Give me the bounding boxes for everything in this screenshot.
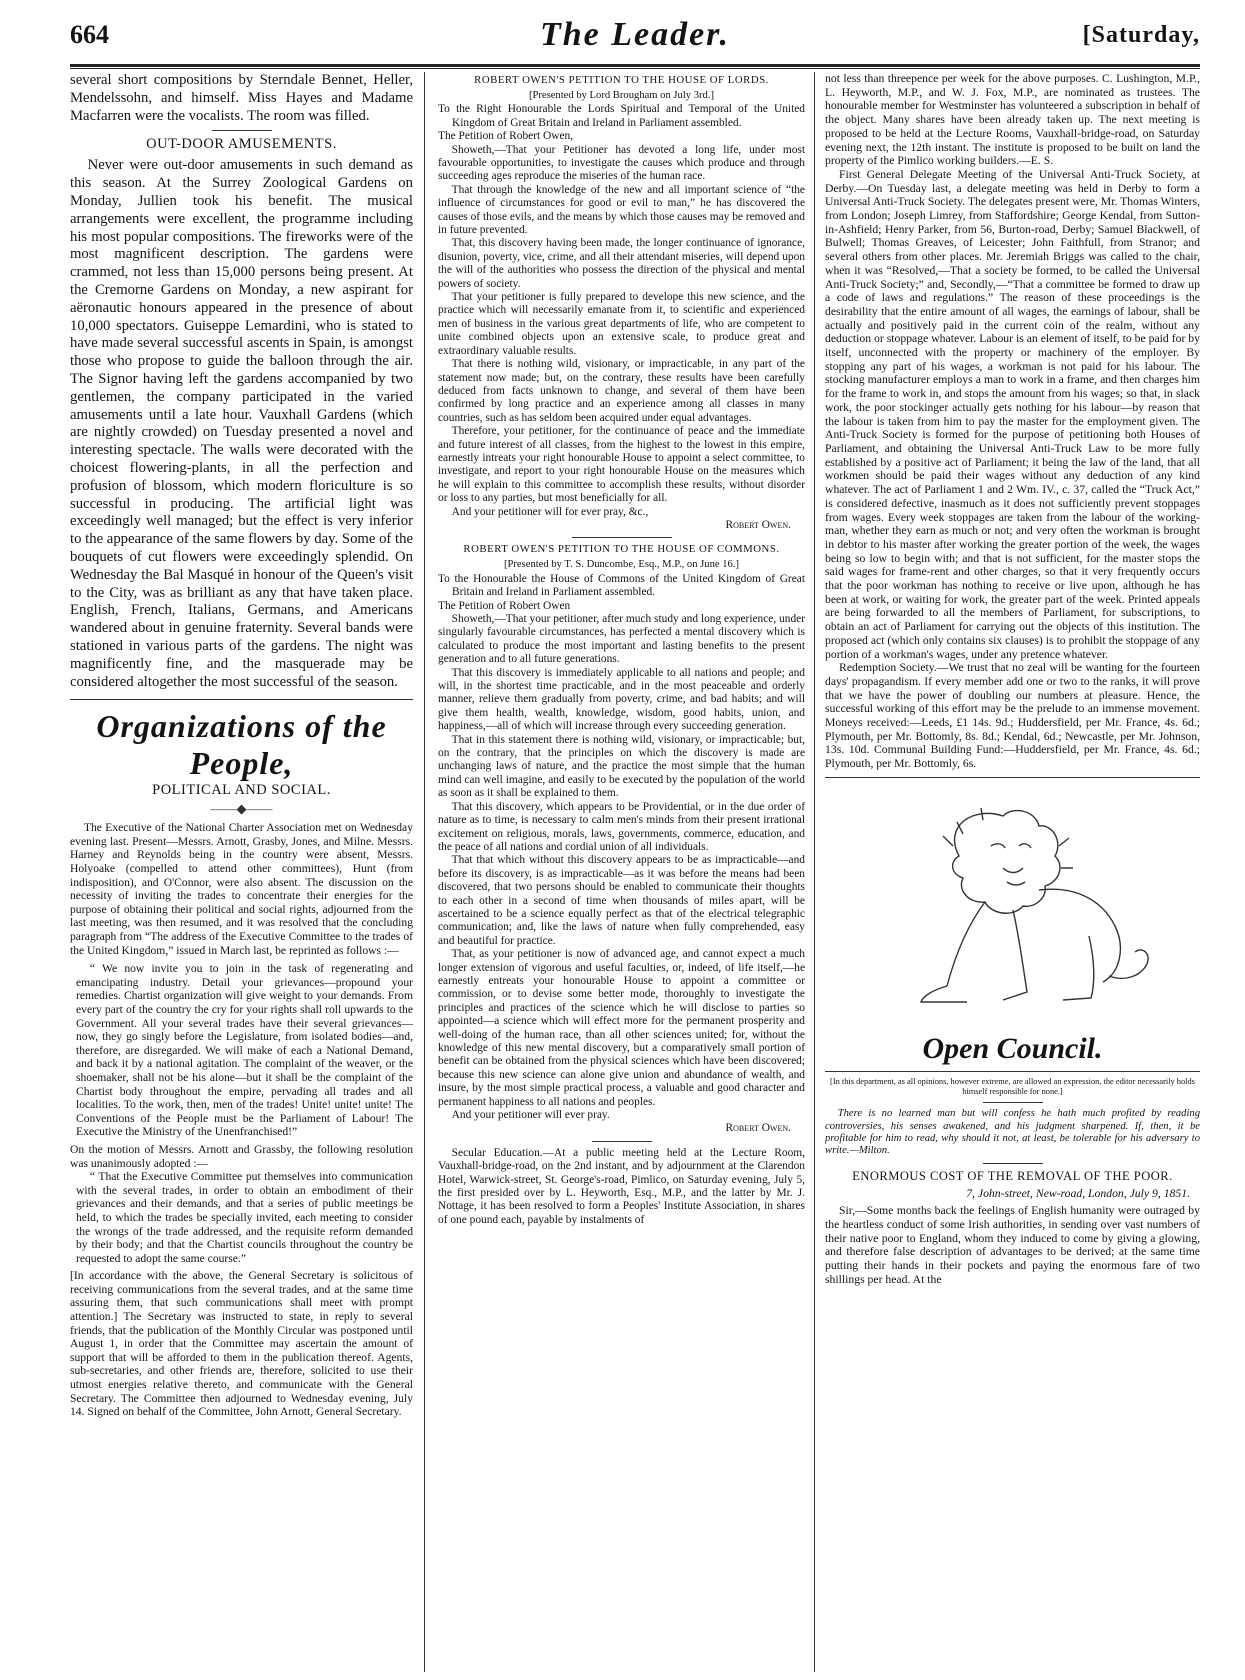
outdoor-article: Never were out-door amusements in such demand as this season. At the Surrey Zoological Gardens on Monday, Jullien took his benefit. The musical arrangements were excellent, the programme including his most popular compositions. The fireworks were of the most magnificent description. The gardens were crammed, not less than 15,000 persons being present. At the Cremorne Gardens on Monday, a new aspirant for aëronautic honours appeared in the presence of about 10,000 spectators. Guiseppe Lemardini, who is stated to have made several successful ascents in Spain, is amongst those who propose to guide the balloon through the air. The Signor having left the gardens accompanied by two gentlemen, the company participated in the varied amusements until a late hour. Vauxhall Gardens (which are nightly crowded) on Tuesday presented a novel and interesting spectacle. The walls were decorated with the choicest flowering-plants, in all the perfection and profusion of blossom, which modern floriculture is so successful in producing. The artificial light was exceedingly well managed; but the effect is very inferior to the appearance of the same flowers by day. Some of the bouquets of cut flowers were exceedingly splendid. On Wednesday the Bal Masqué in honour of the Queen's visit to the City, was as brilliant as any that have taken place. English, French, Italians, Germans, and Americans wandered about in genuine fraternity. Several bands were stationed in various parts of the gardens. The night was magnificently fine, and the masquerade may be considered altogether the most successful of the season. xyxy=(70,157,413,690)
outdoor-heading: OUT-DOOR AMUSEMENTS. xyxy=(146,136,337,153)
anti-truck-paragraph: First General Delegate Meeting of the Universal Anti-Truck Society, at Derby.—On Tuesday last, a delegate meeting was held in Derby to form a Universal Anti-Truck Society. The delegates present were, Mr. Thomas Winters, from London; Joseph Limrey, from Staffordshire; George Kendal, from Sutton-in-Ashfield; Henry Parker, from 56, Burton-road, Derby; Samuel Blackwell, of Bulwell; Thomas Greaves, of Leicester; John Faithfull, from Stranor; and several others from other places. Mr. Jeremiah Briggs was called to the chair, when it was “Resolved,—That a society be formed, to be called the Universal Anti-Truck Society;” and, Secondly,—“That a committee be formed to draw up a code of laws and regulations.” The reason of these proceedings is the desirability that the entire amount of all wages, the earnings of labour, shall be actually and positively paid in the current coin of the realm, without any deduction or stoppage whatever. Labour is an element of itself, to be paid for by itself, unconnected with the property or machinery of the employer. By stopping any part of his wages, a workman is not paid for his labour. The stocking manufacturer employs a man to work in a frame, and then charges him for the frame to work in, and stops the amount from his wages; so that, in slack work, the poor stockinger actually gets nothing for his labour—by reason that the labour is taken from him to pay the master for the employment given. The Anti-Truck Society is formed for the purpose of petitioning both Houses of Parliament, and obtaining the Universal Anti-Truck Law to be more fully established by a positive act of Parliament; it being the law of the land, that all workmen should be paid their wages without any deduction of any kind whatever. The act of Parliament 1 and 2 Wm. IV., c. 37, called the “Truck Act,” is considered defective, inasmuch as it does not sufficiently prevent stoppages from wages. Every week stoppages are taken from the labour of the working-man, whether they earn as much or not; and very often the workman is brought in debtor to his master after working the greater portion of the week, the wages being so low to begin with; and that is not sufficient, for the master stops the said wages for frame-rent and other charges, so that it very frequently occurs that the poor workman has nothing to receive or live upon, although he has been at work, or waiting for work, the greater part of the week. Printed appeals are being forwarded to all the members of Parliament, for subscriptions, to obtain an act of Parliament for carrying out the objects of this institution. The proposed act (which only contains six clauses) is to prohibit the stoppage of any portion of a workman's wages, under any pretence whatever. xyxy=(825,167,1200,661)
letter-body: Sir,—Some months back the feelings of English humanity were outraged by the heartless conduct of some Irish authorities, in sending over vast numbers of their native poor to England, whom they induced to come by giving a glowing, and therefore false description of advantages to be derived; at the same time putting their hands in their pockets and paying the enormous fare of two shillings per head. At the xyxy=(825,1204,1200,1286)
section-rule xyxy=(825,777,1200,778)
lords-petition-paragraph: That, this discovery having been made, the longer continuance of ignorance, disunion, poverty, vice, crime, and all their attendant miseries, will depend upon the will of the authorities who possess the direction of the physical and mental powers of society. xyxy=(438,237,805,290)
newspaper-title: The Leader. xyxy=(539,16,731,53)
editorial-disclaimer: [In this department, as all opinions, however extreme, are allowed an expression, the editor necessarily holds himself responsible for none.] xyxy=(830,1076,1195,1097)
commons-petition-paragraph: That that which without this discovery appears to be as impracticable—and before its discovery, is as impracticable—as it was before the means had been discovered, that two persons should be enabled to communicate their thoughts to each other in a second of time when thousands of miles apart, will be ascertained to be a science equally perfect as that of the electrical telegraphic communication; and, like the laws of nature when fully comprehended, easy and beautiful for practice. xyxy=(438,854,805,947)
commons-petition-paragraph: That this discovery is immediately applicable to all nations and people; and will, in the shortest time practicable, and in the most peaceable and orderly manner, relieve them gradually from poverty, crime, and bad habits; and will give them health, wealth, knowledge, wisdom, good habits, union, and happiness,—all of which will increase through every succeeding generation. xyxy=(438,666,805,733)
divider xyxy=(592,1141,652,1142)
divider xyxy=(983,1163,1043,1164)
secretary-notice: [In accordance with the above, the General Secretary is solicitous of receiving communications from the several trades, and at the same time assuring them, that such communications shall meet with prompt attention.] The Secretary was instructed to state, in reply to several friends, that the publication of the Monthly Circular was postponed until August 1, in order that the Committee may ascertain the amount of support that will be afforded to them in the publication thereof. Agents, sub-secretaries, and other friends are, therefore, solicited to use their utmost energies relative thereto, and communicate with the General Secretary. The Committee then adjourned to Wednesday evening, July 14. Signed on behalf of the Committee, John Arnott, General Secretary. xyxy=(70,1269,413,1419)
concert-paragraph: several short compositions by Sterndale Bennet, Heller, Mendelssohn, and himself. Miss Hayes and Madame Macfarren were the vocalists. The room was filled. xyxy=(70,72,413,124)
lords-petition-presented: [Presented by Lord Brougham on July 3rd.] xyxy=(528,89,715,101)
column-2 xyxy=(438,72,805,1672)
masthead-rule-thin xyxy=(70,68,1200,69)
institute-paragraph: not less than threepence per week for the above purposes. C. Lushington, M.P., L. Heyworth, M.P., and W. J. Fox, M.P., are nominated as trustees. The honourable member for Westminster has volunteered a subscription in behalf of the object. Many shares have been already taken up. The next meeting is proposed to be held at the Lecture Rooms, Vauxhall-bridge-road, on Saturday evening next, the 12th instant. The institute is proposed to be built on land the property of the Pimlico working builders.—E. S. xyxy=(825,72,1200,168)
lords-petition-paragraph: Showeth,—That your Petitioner has devoted a long life, under most favourable opportunities, to investigate the causes which produce and through succeeding ages reproduce the miseries of the human race. xyxy=(438,143,805,183)
divider xyxy=(983,1102,1043,1103)
lords-petition-paragraph: That through the knowledge of the new and all important science of “the influence of circumstances for good or evil to man,” he has discovered the causes of those evils, and the means by which those causes may be removed and in future prevented. xyxy=(438,183,805,237)
section-title: Organizations of the People, xyxy=(96,708,387,782)
open-council-title: Open Council. xyxy=(922,1031,1103,1065)
lords-petition-address: To the Right Honourable the Lords Spiritual and Temporal of the United Kingdom of Great Britain and Ireland in Parliament assembled. xyxy=(438,103,805,129)
letter-heading: ENORMOUS COST OF THE REMOVAL OF THE POOR. xyxy=(852,1168,1173,1183)
lords-petition-paragraph: That your petitioner is fully prepared to develope this new science, and the practice which will necessarily emanate from it, to scientific and experienced men of business in the various great departments of life, who are competent to unite combined objects upon an extensive scale, to produce great and extraordinary valuable results. xyxy=(438,291,805,357)
resolution-quote: “ That the Executive Committee put themselves into communication with the several trades, in order to obtain an embodiment of their grievances and their demands, and that a series of public meetings be held, to which the trades be specially invited, each meeting to consider the wrongs of the trade addressed, and the requisite reform demanded by their body; and that the Chartist councils throughout the country be requested to adopt the same course.” xyxy=(76,1170,413,1265)
commons-petition-closing: And your petitioner will ever pray. xyxy=(451,1109,610,1122)
redemption-society-paragraph: Redemption Society.—We trust that no zeal will be wanting for the fourteen days' propagandism. If every member add one or two to the ranks, it will prove that we have the power of doubling our numbers at pleasure. Hence, the successful working of this effort may be the prelude to an immense movement. Moneys received:—Leeds, £1 14s. 9d.; Huddersfield, per Mr. France, 4s. 6d.; Plymouth, per Mr. Bottomly, 8s. 8d.; Kendal, 6d.; Newcastle, per Mr. Johnson, 13s. 10d. Communal Building Fund:—Huddersfield, per Mr. France, 4s. 6d.; Plymouth, per Mr. Bottomly, 6s. xyxy=(825,661,1200,771)
issue-day: [Saturday, xyxy=(1082,22,1200,48)
commons-petition-paragraph: That in this statement there is nothing wild, visionary, or impracticable; but, on the contrary, that the principles on which the discovery is made are unchanging laws of nature, and the practice the most simple that the human mind can well imagine, and easily to be executed by the population of the world as soon as it shall be explained to them. xyxy=(438,733,805,800)
column-3 xyxy=(825,72,1200,1672)
lords-petition-paragraph: Therefore, your petitioner, for the continuance of peace and the immediate and future interest of all classes, from the highest to the lowest in this empire, earnestly intreats your right honourable House to appoint a select committee, to investigate, and report to your right honourable House on the measures which he will explain to this committee to accomplish these results, without disorder or loss to any parties, but most beneficially for all. xyxy=(438,425,805,505)
lords-petition-heading: ROBERT OWEN'S PETITION TO THE HOUSE OF LORDS. xyxy=(474,74,769,86)
lords-petition-closing: And your petitioner will for ever pray, &c., xyxy=(451,505,649,518)
divider xyxy=(212,130,272,131)
commons-petition-paragraph: Showeth,—That your petitioner, after much study and long experience, under singularly favourable circumstances, has perfected a mental discovery which is calculated to produce the most important and lasting benefits to the present generation and to all future generations. xyxy=(438,613,805,666)
address-quote: “ We now invite you to join in the task of regenerating and emancipating industry. Detail your grievances—propound your remedies. Chartist organization will give weight to your demands. From every part of the country the cry for your rights shall roll upwards to the Government. All your several trades have their several grievances—now, they go singly before the Legislature, from isolated bodies—and, therefore, are disregarded. We will make of each a National Demand, and back it by a national agitation. The complaint of the weaver, or the shoemaker, shall not be his alone—but it shall be the complaint of the Chartist body throughout the empire, pervading all trades and all localities. To the work, then, men of the trades! Unite! unite! unite! The Conventions of the People must be the Parliament of Labour! The Executive the Ministry of the Unenfranchised!” xyxy=(76,962,413,1139)
commons-petition-of: The Petition of Robert Owen xyxy=(438,599,571,612)
commons-petition-presented: [Presented by T. S. Duncombe, Esq., M.P., on June 16.] xyxy=(503,559,739,571)
divider xyxy=(572,537,672,538)
lords-petition-signature: Robert Owen. xyxy=(725,518,791,531)
ornament-divider: ——◆—— xyxy=(210,801,273,817)
section-rule xyxy=(70,699,413,700)
commons-petition-heading: ROBERT OWEN'S PETITION TO THE HOUSE OF COMMONS. xyxy=(463,543,780,556)
column-divider xyxy=(814,72,815,1672)
masthead-rule xyxy=(70,64,1200,67)
masthead xyxy=(70,16,1200,60)
section-rule xyxy=(825,1071,1200,1072)
column-1 xyxy=(70,72,413,1672)
commons-petition-paragraph: That this discovery, which appears to be Providential, or in the due order of nature as to time, is necessary to calm men's minds from their present irrational excitement on religious, morals, laws, governments, commerce, education, and the peace of all nations and cordial union of all individuals. xyxy=(438,800,805,853)
lords-petition-of: The Petition of Robert Owen, xyxy=(438,130,574,143)
lords-petition-paragraph: That there is nothing wild, visionary, or impracticable, in any part of the statement now made; but, on the contrary, these results have been carefully deduced from facts unknown to change, and several of them have been confirmed by long practice and an experience among all classes in many countries, such as has seldom been acquired under equal advantages. xyxy=(438,358,805,424)
letter-dateline: 7, John-street, New-road, London, July 9, 1851. xyxy=(966,1187,1190,1201)
milton-quote: There is no learned man but will confess he hath much profited by reading controversies, his senses awakened, and his judgment sharpened. If, then, it be profitable for him to read, why should it not, at least, be tolerable for his adversary to write.—Milton. xyxy=(825,1108,1200,1157)
resolution-intro: On the motion of Messrs. Arnott and Grassby, the following resolution was unanimously adopted :— xyxy=(70,1142,413,1170)
column-divider xyxy=(424,72,425,1672)
chartist-paragraph: The Executive of the National Charter Association met on Wednesday evening last. Present—Messrs. Arnott, Grasby, Jones, and Milne. Messrs. Harney and Reynolds being in the country were absent, Messrs. Holyoake (compelled to attend other committees), Hunt (from indisposition), and O'Connor, were also absent. The discussion on the necessity of inviting the trades to concentrate their energies for the purpose of obtaining their political and social rights, adjourned from the last meeting, was then resumed, and it was resolved that the concluding paragraph from “The address of the Executive Committee to the trades of the United Kingdom,” issued in March last, be reprinted as follows :— xyxy=(70,821,413,957)
commons-petition-signature: Robert Owen. xyxy=(725,1122,791,1135)
secular-education-paragraph: Secular Education.—At a public meeting held at the Lecture Room, Vauxhall-bridge-road, on the 2nd instant, and by adjournment at the Clarendon Hotel, Warwick-street, St. George's-road, Pimlico, on Saturday evening, July 5, the first presided over by L. Heyworth, Esq., M.P., and the latter by Mr. J. Nottage, it has been resolved to form a Peoples' Institute Association, in shares of one pound each, payable by instalments of xyxy=(438,1146,805,1226)
lion-illustration xyxy=(863,786,1163,1026)
commons-petition-address: To the Honourable the House of Commons of the United Kingdom of Great Britain and Ireland in Parliament assembled. xyxy=(438,572,805,599)
commons-petition-paragraph: That, as your petitioner is now of advanced age, and cannot expect a much longer extension of vigorous and useful faculties, or, indeed, of life itself,—he earnestly entreats your honourable House to appoint a committee or commission, or to devise some better mode, thoroughly to investigate the principles and practices of the science which he will disclose to parties so appointed—a science which will effect more for the permanent prosperity and well-doing of the human race, than all other sciences united; for, without the knowledge of this new mental discovery, but a comparatively small portion of benefit can be obtained from the physical sciences which have been discovered; because this new science can alone give union and abundance of wealth, and insure, by the most simple practical process, a valuable and good character and permanent happiness to all nations and peoples. xyxy=(438,948,805,1108)
page-number: 664 xyxy=(70,20,109,49)
section-subtitle: POLITICAL AND SOCIAL. xyxy=(152,782,331,799)
